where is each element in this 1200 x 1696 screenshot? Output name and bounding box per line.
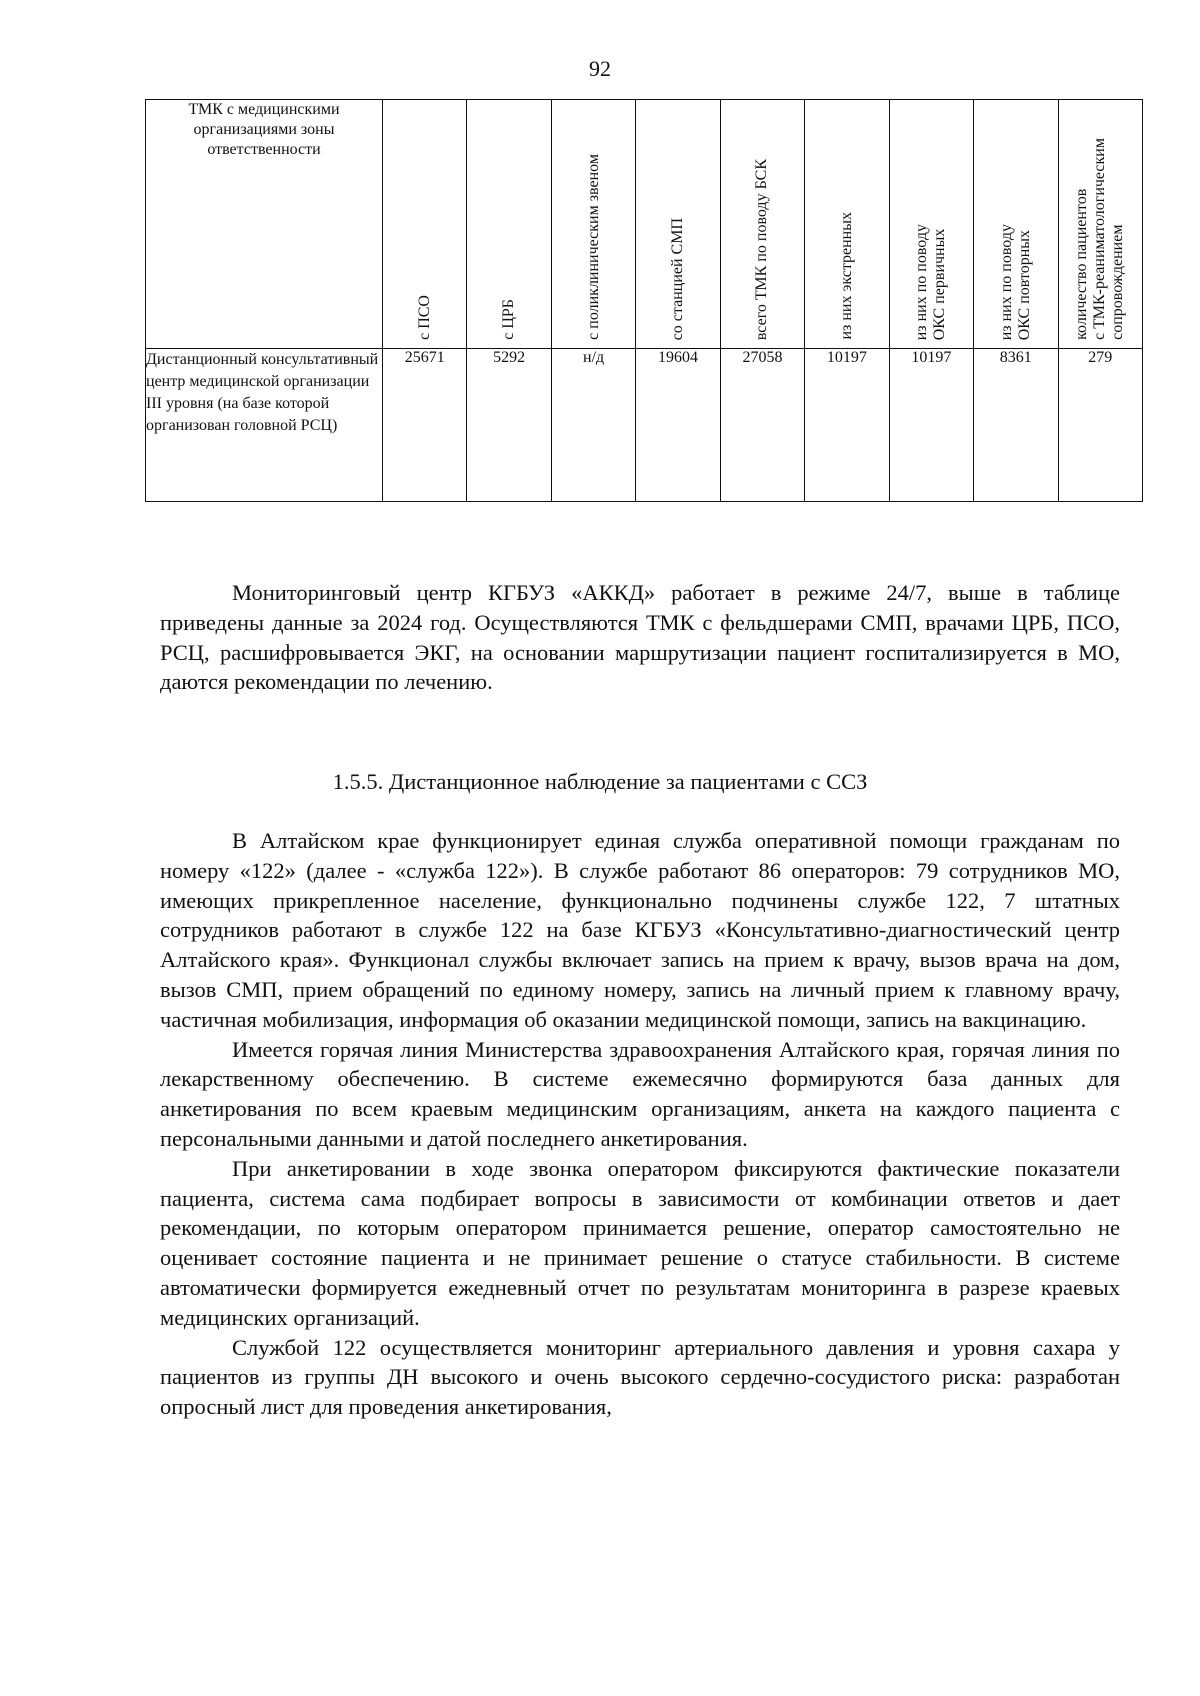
- header-label: всего ТМК по поводу БСК: [753, 158, 771, 340]
- header-label: с поликлиническим звеном: [584, 154, 602, 340]
- table-cell: 27058: [720, 349, 804, 502]
- header-first-col: ТМК с медицинскими организациями зоны ответственности: [146, 100, 383, 349]
- header-label: с ЦРБ: [500, 299, 518, 340]
- header-label: со станцией СМП: [669, 217, 687, 340]
- header-col: [805, 100, 889, 349]
- header-label: с ПСО: [415, 295, 433, 340]
- header-label: из них по поводу ОКС первичных: [913, 223, 949, 340]
- paragraph-block-2: [160, 826, 1120, 1422]
- header-col: [636, 100, 720, 349]
- row-label: Дистанционный консультативный центр медицинской организации III уровня (на базе которой организован головной РСЦ): [146, 349, 383, 502]
- header-col: [720, 100, 804, 349]
- table-header-row: [146, 100, 1143, 349]
- table-cell: 8361: [974, 349, 1058, 502]
- header-col: [551, 100, 635, 349]
- header-col: [383, 100, 467, 349]
- table-cell: 10197: [889, 349, 973, 502]
- table-cell: н/д: [551, 349, 635, 502]
- header-col: [1058, 100, 1143, 349]
- header-col: [889, 100, 973, 349]
- paragraph: Мониторинговый центр КГБУЗ «АККД» работает в режиме 24/7, выше в таблице приведены данные за 2024 год. Осуществляются ТМК с фельдшерами СМП, врачами ЦРБ, ПСО, РСЦ, расшифровывается ЭКГ, на основании маршрутизации пациент госпитализируется в МО, даются рекомендации по лечению.: [160, 580, 1120, 695]
- header-col: [974, 100, 1058, 349]
- page-number: 92: [589, 56, 611, 81]
- paragraph-block-1: [160, 578, 1120, 697]
- section-heading: 1.5.5. Дистанционное наблюдение за пациентами с ССЗ: [332, 769, 868, 794]
- table-cell: 5292: [467, 349, 551, 502]
- paragraph: В Алтайском крае функционирует единая служба оперативной помощи гражданам по номеру «122» (далее - «служба 122»). В службе работают 86 операторов: 79 сотрудников МО, имеющих прикрепленное население, функционально подчинены службе 122, 7 штатных сотрудников работают в службе 122 на базе КГБУЗ «Консультативно-диагностический центр Алтайского края». Функционал службы включает запись на прием к врачу, вызов врача на дом, вызов СМП, прием обращений по единому номеру, запись на личный прием к главному врачу, частичная мобилизация, информация об оказании медицинской помощи, запись на вакцинацию.: [160, 828, 1120, 1032]
- paragraph: Имеется горячая линия Министерства здравоохранения Алтайского края, горячая линия по лекарственному обеспечению. В системе ежемесячно формируются база данных для анкетирования по всем краевым медицинским организациям, анкета на каждого пациента с персональными данными и датой последнего анкетирования.: [160, 1036, 1120, 1151]
- table-cell: 279: [1058, 349, 1143, 502]
- table-cell: 10197: [805, 349, 889, 502]
- header-label: из них экстренных: [837, 212, 855, 340]
- tmk-table: [145, 99, 1143, 502]
- header-label: количество пациентов с ТМК-реаниматологическим сопровождением: [1073, 138, 1127, 340]
- table-cell: 25671: [383, 349, 467, 502]
- header-label: из них по поводу ОКС повторных: [997, 223, 1033, 340]
- paragraph: Службой 122 осуществляется мониторинг артериального давления и уровня сахара у пациентов из группы ДН высокого и очень высокого сердечно-сосудистого риска: разработан опросный лист для проведения анкетирования,: [160, 1334, 1120, 1420]
- header-col: [467, 100, 551, 349]
- table-cell: 19604: [636, 349, 720, 502]
- paragraph: При анкетировании в ходе звонка оператором фиксируются фактические показатели пациента, система сама подбирает вопросы в зависимости от комбинации ответов и дает рекомендации, по которым оператором принимается решение, оператор самостоятельно не оценивает состояние пациента и не принимает решение о статусе стабильности. В системе автоматически формируется ежедневный отчет по результатам мониторинга в разрезе краевых медицинских организаций.: [160, 1155, 1120, 1330]
- table-row: [146, 349, 1143, 502]
